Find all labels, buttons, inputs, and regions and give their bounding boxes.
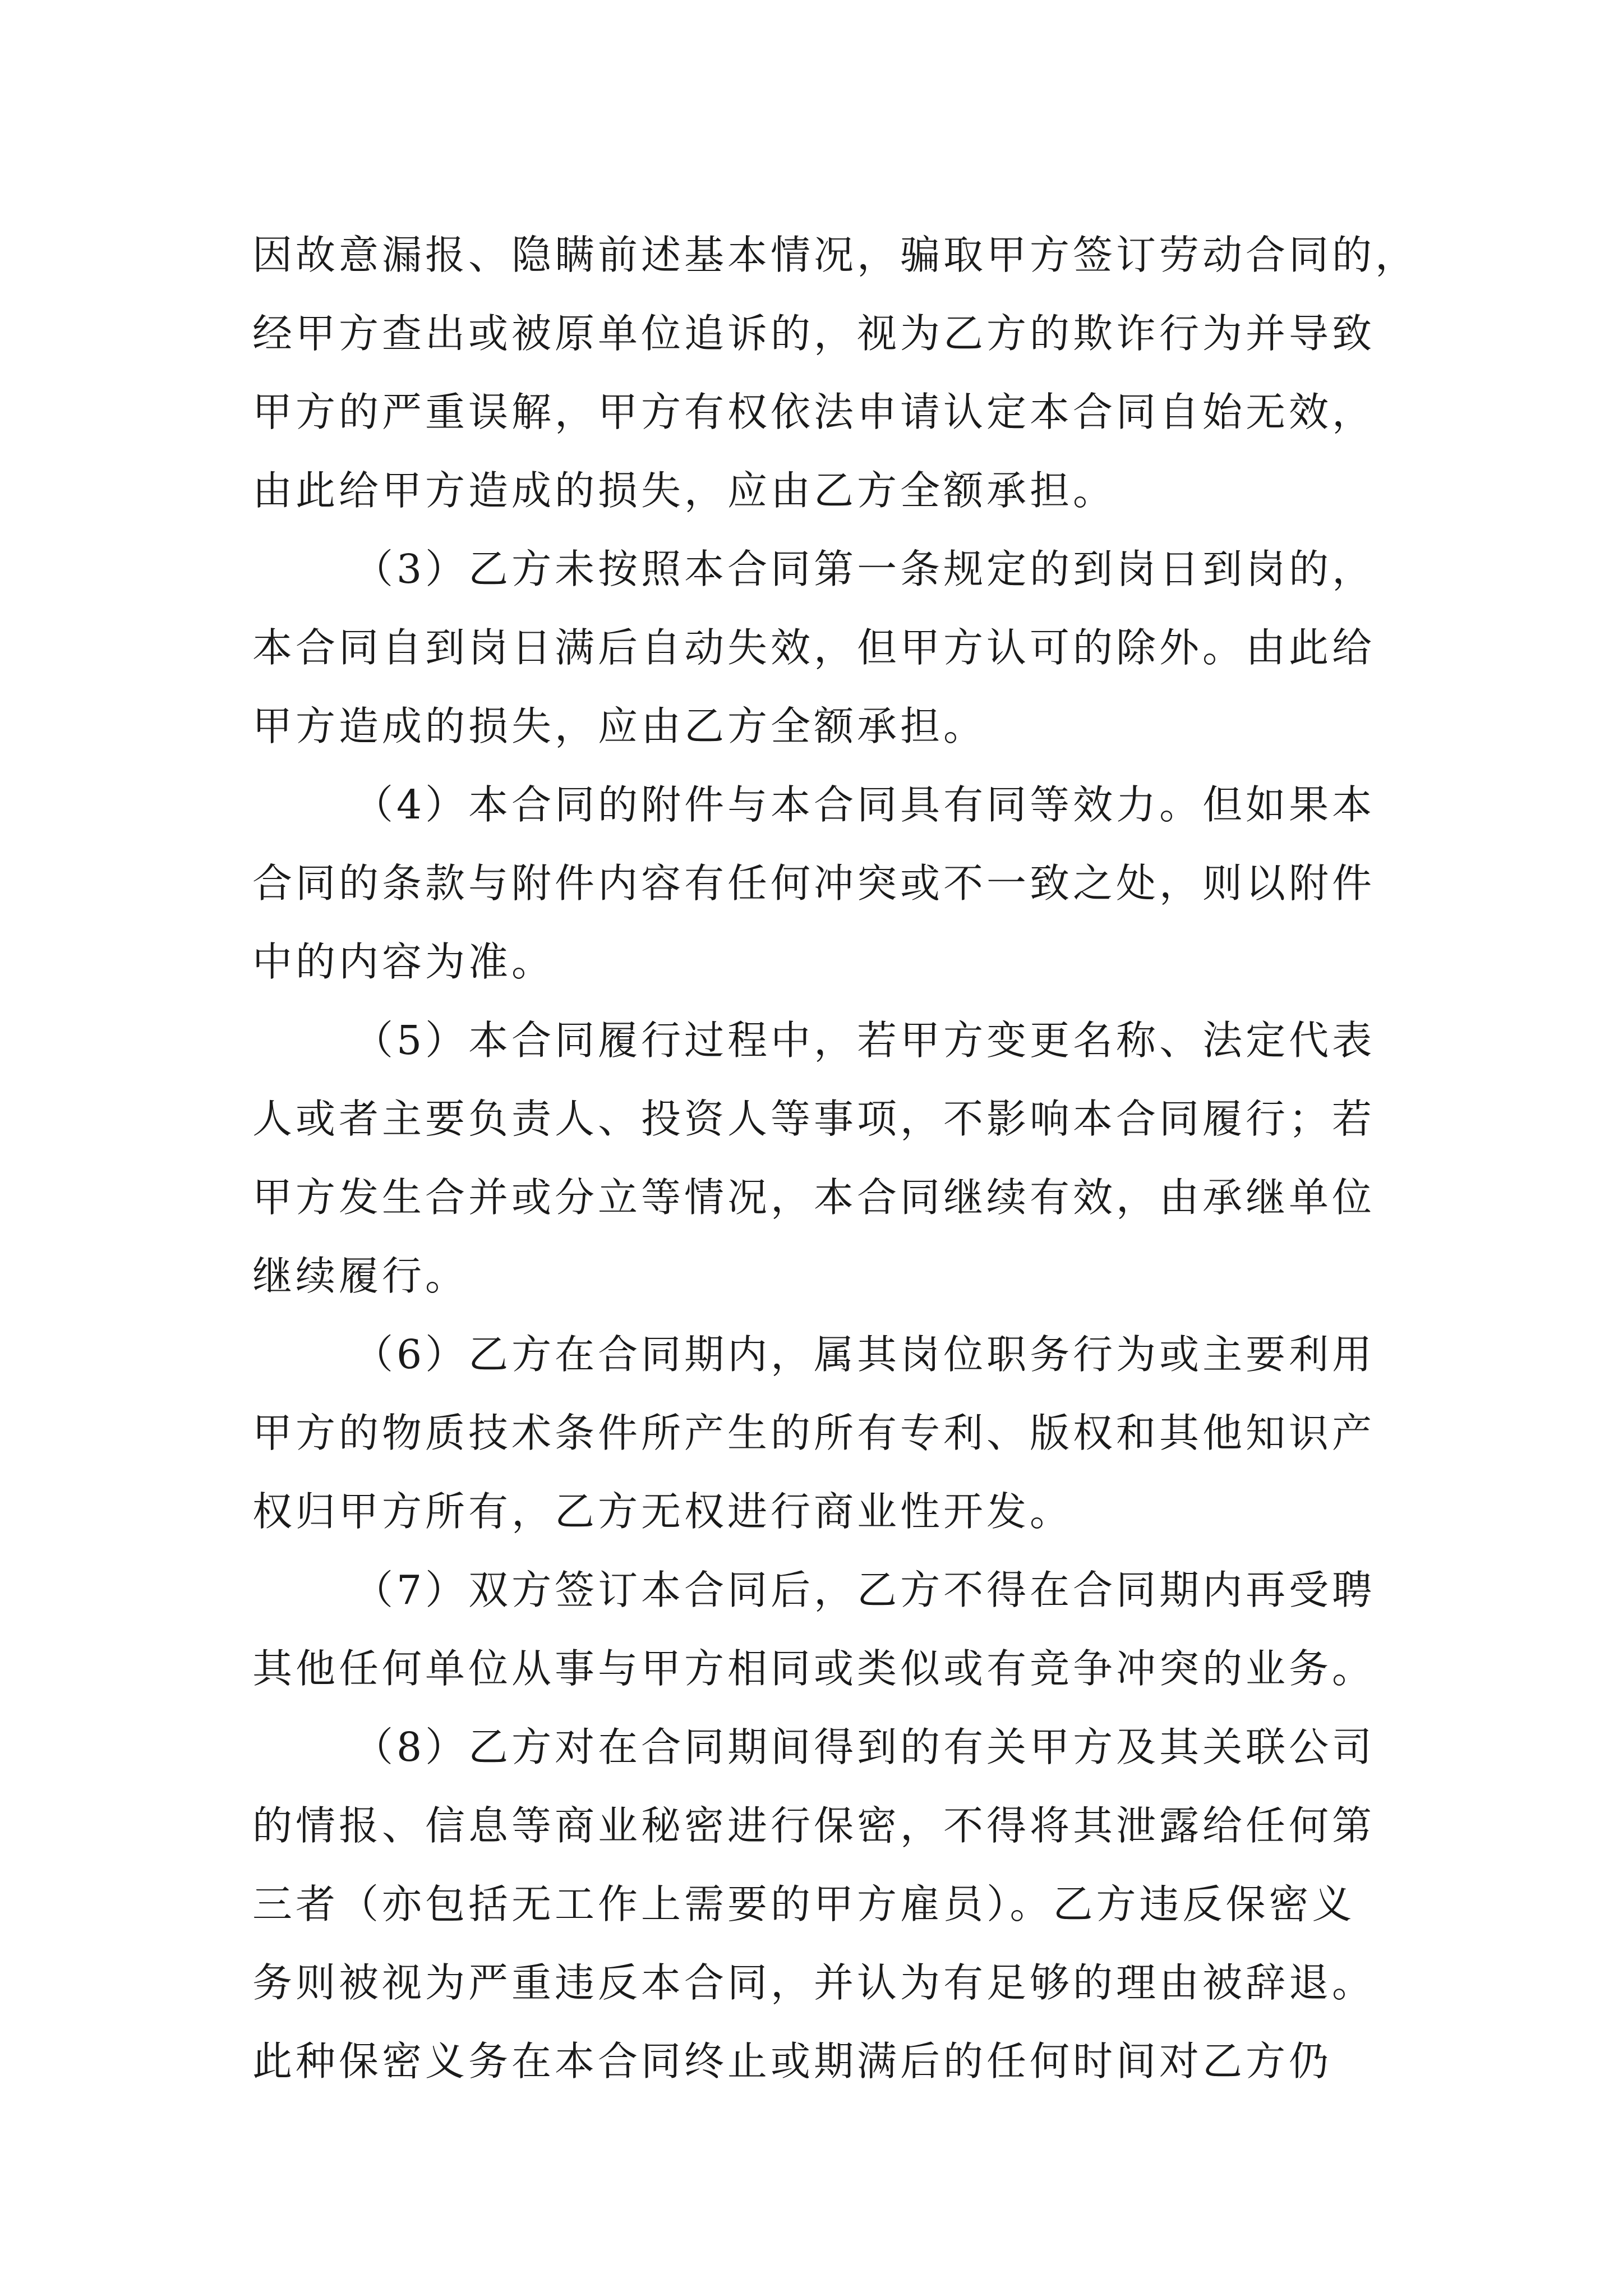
clause-4-line-1: （4）本合同的附件与本合同具有同等效力。但如果本 — [353, 781, 1376, 828]
clause-5-line-1: （5）本合同履行过程中，若甲方变更名称、法定代表 — [353, 1017, 1376, 1064]
clause-8-line-2: 的情报、信息等商业秘密进行保密，不得将其泄露给任何第 — [252, 1802, 1376, 1849]
clause-8-line-4: 务则被视为严重违反本合同，并认为有足够的理由被辞退。 — [252, 1959, 1376, 2006]
clause-8-line-3: 三者（亦包括无工作上需要的甲方雇员）。乙方违反保密义 — [252, 1881, 1355, 1927]
clause-5-line-3: 甲方发生合并或分立等情况，本合同继续有效，由承继单位 — [252, 1174, 1376, 1221]
clause-8-line-5: 此种保密义务在本合同终止或期满后的任何时间对乙方仍 — [252, 2038, 1332, 2085]
text-line-2: 经甲方查出或被原单位追诉的，视为乙方的欺诈行为并导致 — [252, 310, 1376, 357]
text-line-1: 因故意漏报、隐瞒前述基本情况，骗取甲方签订劳动合同的， — [252, 232, 1419, 278]
clause-6-line-2: 甲方的物质技术条件所产生的所有专利、版权和其他知识产 — [252, 1410, 1376, 1456]
clause-5-line-4: 继续履行。 — [252, 1253, 469, 1299]
clause-6-line-1: （6）乙方在合同期内，属其岗位职务行为或主要利用 — [353, 1331, 1376, 1378]
text-line-3: 甲方的严重误解，甲方有权依法申请认定本合同自始无效， — [252, 389, 1376, 435]
clause-6-line-3: 权归甲方所有，乙方无权进行商业性开发。 — [252, 1488, 1073, 1535]
clause-4-line-2: 合同的条款与附件内容有任何冲突或不一致之处，则以附件 — [252, 860, 1376, 907]
text-line-4: 由此给甲方造成的损失，应由乙方全额承担。 — [252, 467, 1117, 514]
clause-8-line-1: （8）乙方对在合同期间得到的有关甲方及其关联公司 — [353, 1724, 1376, 1770]
clause-3-line-3: 甲方造成的损失，应由乙方全额承担。 — [252, 703, 987, 749]
clause-3-line-2: 本合同自到岗日满后自动失效，但甲方认可的除外。由此给 — [252, 624, 1376, 671]
clause-7-line-1: （7）双方签订本合同后，乙方不得在合同期内再受聘 — [353, 1567, 1376, 1613]
clause-7-line-2: 其他任何单位从事与甲方相同或类似或有竞争冲突的业务。 — [252, 1645, 1376, 1692]
clause-3-line-1: （3）乙方未按照本合同第一条规定的到岗日到岗的， — [353, 546, 1376, 592]
clause-5-line-2: 人或者主要负责人、投资人等事项，不影响本合同履行；若 — [252, 1096, 1376, 1142]
contract-body-text — [252, 216, 1419, 2101]
clause-4-line-3: 中的内容为准。 — [252, 938, 555, 985]
